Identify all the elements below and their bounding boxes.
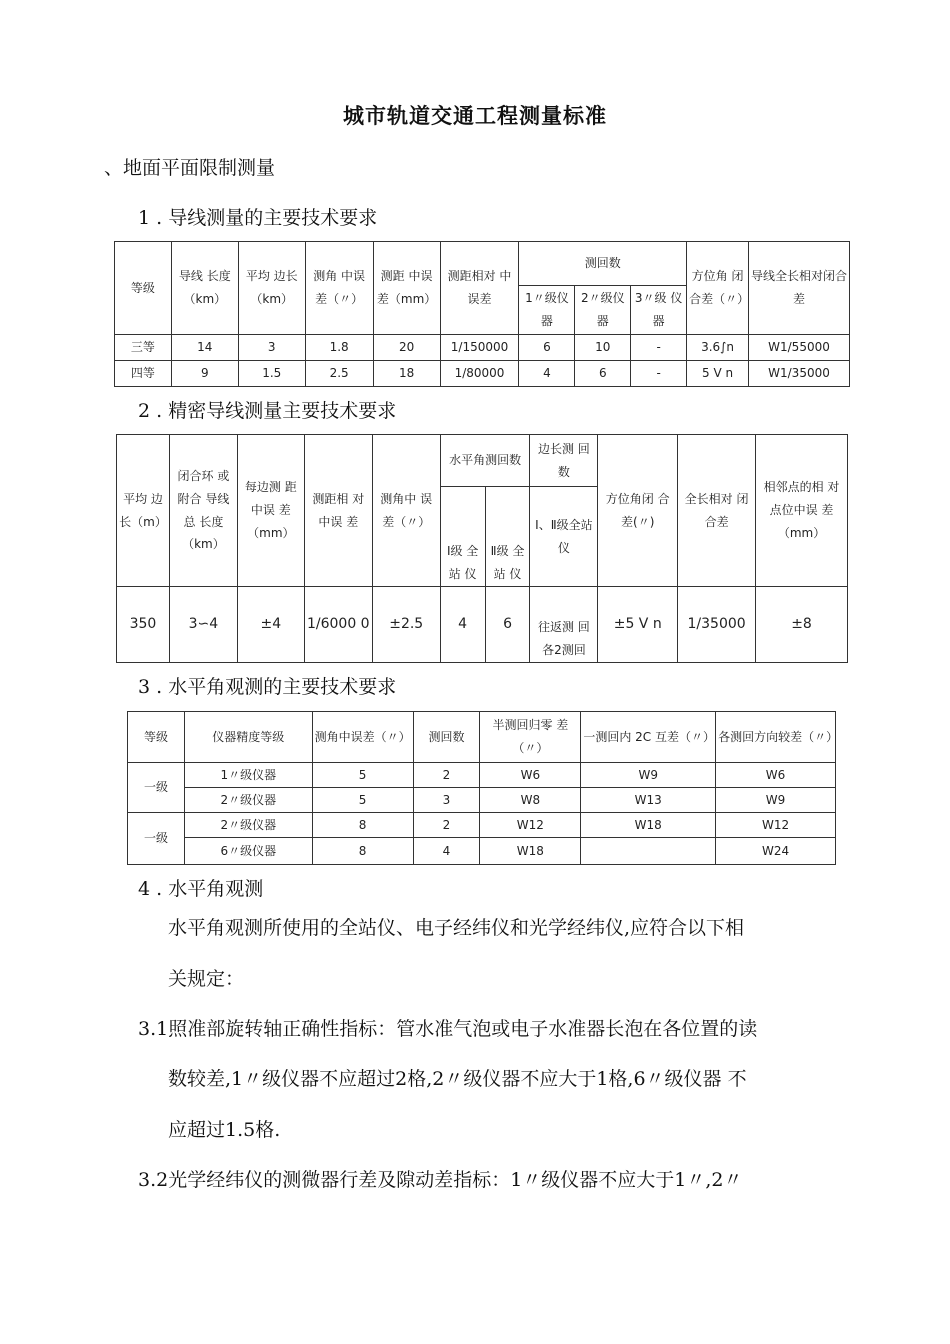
header-horizontal-rounds: 水平角测回数 <box>440 435 530 487</box>
paragraph-line: 3.2光学经纬仪的测微器行差及隙动差指标：1〃级仪器不应大于1〃,2〃 <box>138 1169 743 1191</box>
cell: 1/6000 0 <box>304 587 372 663</box>
cell: W8 <box>480 788 581 813</box>
cell: 往返测 回各2测回 <box>530 587 598 663</box>
cell: ±4 <box>237 587 304 663</box>
table-row <box>128 813 836 838</box>
header-total-closure: 全长相对 闭合差 <box>678 435 756 587</box>
header-instrument: 仪器精度等级 <box>184 712 312 763</box>
cell: W6 <box>480 763 581 788</box>
subsection-2-heading: 2 . 精密导线测量主要技术要求 <box>138 400 397 422</box>
header-angle-error: 测角中误差（〃） <box>312 712 413 763</box>
cell: W13 <box>581 788 716 813</box>
table-row <box>117 587 848 663</box>
cell: 5 <box>312 788 413 813</box>
cell: W18 <box>581 813 716 838</box>
cell: 1.8 <box>305 335 373 361</box>
header-grade: 等级 <box>115 242 172 335</box>
header-grade: 等级 <box>128 712 185 763</box>
cell: 4 <box>413 838 480 865</box>
header-length: 导线 长度（km） <box>171 242 238 335</box>
header-avg-side: 平均 边长（km） <box>238 242 305 335</box>
table-row <box>128 788 836 813</box>
traverse-requirements-table <box>114 241 850 387</box>
cell: 6 <box>485 587 530 663</box>
cell: 1/150000 <box>440 335 519 361</box>
cell: 2.5 <box>305 361 373 387</box>
cell: W12 <box>480 813 581 838</box>
table-row <box>115 361 850 387</box>
header-rounds: 测回数 <box>413 712 480 763</box>
cell: 3 <box>238 335 305 361</box>
cell-grade: 一级 <box>128 813 185 865</box>
header-avg-side: 平均 边长（m） <box>117 435 170 587</box>
cell: 1/80000 <box>440 361 519 387</box>
header-half-round: 半测回归零 差（〃） <box>480 712 581 763</box>
cell: 四等 <box>115 361 172 387</box>
cell: 2 <box>413 813 480 838</box>
cell: W9 <box>581 763 716 788</box>
paragraph-line: 水平角观测所使用的全站仪、电子经纬仪和光学经纬仪,应符合以下相 <box>168 917 745 939</box>
header-side-instrument: Ⅰ、Ⅱ级全站仪 <box>530 487 598 587</box>
table-row <box>128 763 836 788</box>
cell: 5 <box>312 763 413 788</box>
cell: W18 <box>480 838 581 865</box>
cell: - <box>631 361 687 387</box>
cell: 18 <box>373 361 440 387</box>
cell: 350 <box>117 587 170 663</box>
cell: 10 <box>575 335 631 361</box>
cell-grade: 一级 <box>128 763 185 813</box>
header-adjacent-error: 相邻点的相 对点位中误 差（mm） <box>756 435 848 587</box>
header-distance-error: 测距 中误差（mm） <box>373 242 440 335</box>
cell: 2〃级仪器 <box>184 788 312 813</box>
cell <box>581 838 716 865</box>
header-round-2: 2〃级仪器 <box>575 286 631 335</box>
table-row <box>115 335 850 361</box>
cell: W6 <box>716 763 836 788</box>
cell: 9 <box>171 361 238 387</box>
header-side-error: 每边测 距中误 差（mm） <box>237 435 304 587</box>
section-heading: 、地面平面限制测量 <box>104 157 276 179</box>
cell: 1〃级仪器 <box>184 763 312 788</box>
cell: 2〃级仪器 <box>184 813 312 838</box>
precise-traverse-table <box>116 434 848 663</box>
cell: 3.6∫n <box>687 335 749 361</box>
cell: W1/55000 <box>749 335 850 361</box>
header-class-ii: Ⅱ级 全站 仪 <box>485 487 530 587</box>
cell: 2 <box>413 763 480 788</box>
cell: 6 <box>519 335 575 361</box>
cell: 5 V n <box>687 361 749 387</box>
header-round-1: 1〃级仪器 <box>519 286 575 335</box>
cell: 1/35000 <box>678 587 756 663</box>
header-direction: 各测回方向较差（〃） <box>716 712 836 763</box>
cell: 4 <box>440 587 485 663</box>
cell: 6〃级仪器 <box>184 838 312 865</box>
cell: W9 <box>716 788 836 813</box>
header-side-rounds: 边长测 回数 <box>530 435 598 487</box>
header-loop-length: 闭合环 或附合 导线总 长度（km） <box>169 435 237 587</box>
cell: ±5 V n <box>598 587 678 663</box>
header-2c: 一测回内 2C 互差（〃） <box>581 712 716 763</box>
header-class-i: Ⅰ级 全站 仪 <box>440 487 485 587</box>
cell: 6 <box>575 361 631 387</box>
paragraph-line: 3.1照准部旋转轴正确性指标：管水准气泡或电子水准器长泡在各位置的读 <box>138 1018 758 1040</box>
cell: W12 <box>716 813 836 838</box>
cell: 3∽4 <box>169 587 237 663</box>
cell: - <box>631 335 687 361</box>
header-rounds: 测回数 <box>519 242 687 286</box>
cell: 14 <box>171 335 238 361</box>
cell: ±2.5 <box>372 587 440 663</box>
cell: 3 <box>413 788 480 813</box>
paragraph-line: 应超过1.5格. <box>168 1119 281 1141</box>
header-round-3: 3〃级 仪器 <box>631 286 687 335</box>
subsection-3-heading: 3 . 水平角观测的主要技术要求 <box>138 676 397 698</box>
subsection-4-heading: 4 . 水平角观测 <box>138 878 264 900</box>
cell: 三等 <box>115 335 172 361</box>
cell: W1/35000 <box>749 361 850 387</box>
cell: 4 <box>519 361 575 387</box>
header-relative-error: 测距相对 中误差 <box>440 242 519 335</box>
header-angle-error: 测角中 误差（〃） <box>372 435 440 587</box>
cell: 1.5 <box>238 361 305 387</box>
header-total-closure: 导线全长相对闭合差 <box>749 242 850 335</box>
header-relative-error: 测距相 对中误 差 <box>304 435 372 587</box>
cell: ±8 <box>756 587 848 663</box>
cell: W24 <box>716 838 836 865</box>
cell: 8 <box>312 838 413 865</box>
table-row <box>128 838 836 865</box>
cell: 8 <box>312 813 413 838</box>
subsection-1-heading: 1 . 导线测量的主要技术要求 <box>138 207 378 229</box>
page-title: 城市轨道交通工程测量标准 <box>343 104 607 128</box>
horizontal-angle-table <box>127 711 839 865</box>
header-azimuth: 方位角闭 合差(〃) <box>598 435 678 587</box>
paragraph-line: 数较差,1〃级仪器不应超过2格,2〃级仪器不应大于1格,6〃级仪器 不 <box>168 1068 747 1090</box>
cell: 20 <box>373 335 440 361</box>
header-angle-error: 测角 中误差（〃） <box>305 242 373 335</box>
header-azimuth: 方位角 闭合差（〃） <box>687 242 749 335</box>
paragraph-line: 关规定： <box>168 968 245 990</box>
